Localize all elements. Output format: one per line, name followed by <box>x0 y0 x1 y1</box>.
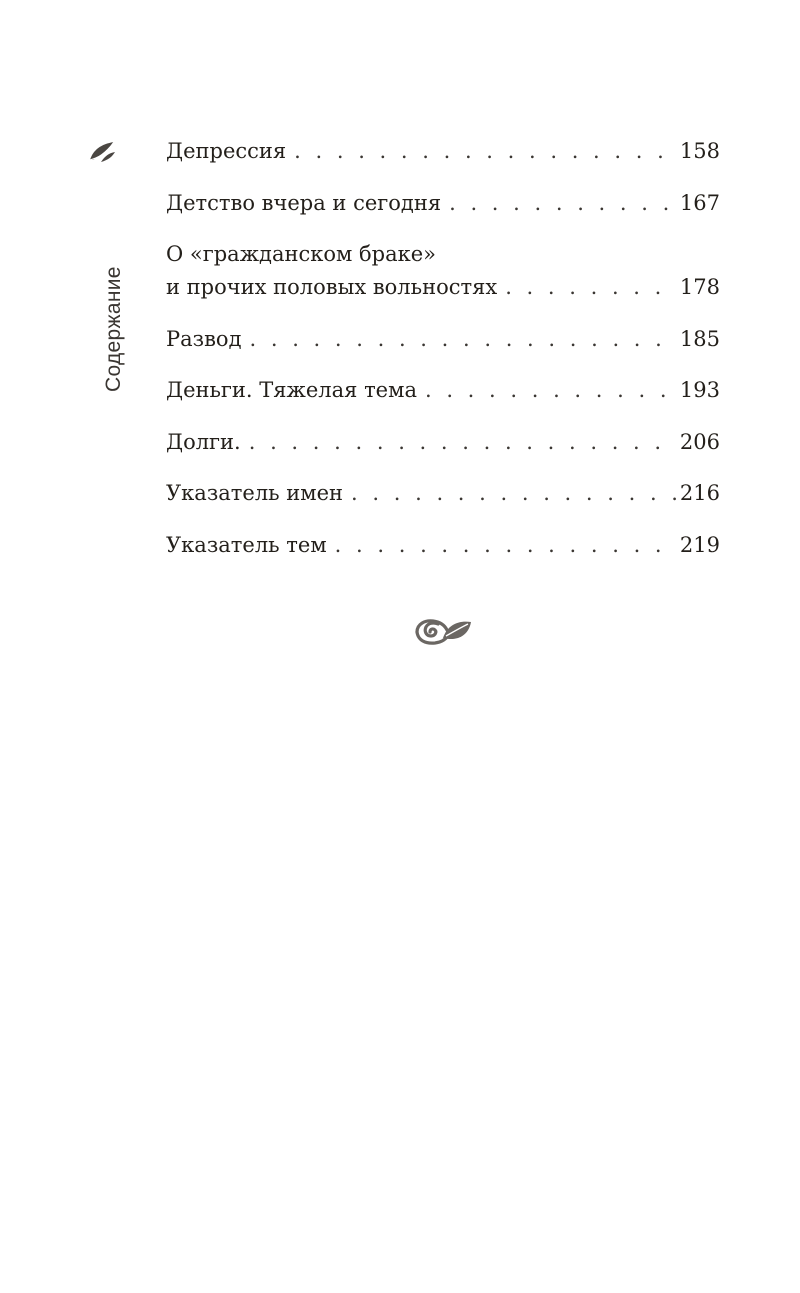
toc-entry[interactable] <box>166 373 720 407</box>
toc-entry-title: Долги. <box>166 429 241 454</box>
toc-entry-page: 158 <box>679 139 720 163</box>
dot-leader <box>425 373 676 407</box>
running-head <box>83 134 125 392</box>
toc-entry-title: Указатель имен <box>166 481 344 505</box>
toc-entry[interactable] <box>166 186 720 220</box>
toc-entry[interactable] <box>166 476 720 510</box>
running-title: Содержание <box>102 266 125 392</box>
leaf-ornament-icon <box>87 138 117 164</box>
toc-entry-title: Деньги. Тяжелая тема <box>166 378 417 402</box>
toc-entry-title: Указатель тем <box>166 532 327 557</box>
toc-entry[interactable] <box>166 322 720 356</box>
toc-entry[interactable] <box>166 425 720 459</box>
toc-entry[interactable] <box>166 528 720 562</box>
dot-leader <box>249 425 676 459</box>
dot-leader <box>250 322 676 356</box>
toc-entry-page: 216 <box>679 481 720 505</box>
toc-entry-page: 178 <box>679 275 720 299</box>
toc-entry-page: 185 <box>679 326 720 351</box>
toc-entry-page: 206 <box>679 429 720 454</box>
toc-entry-title: и прочих половых вольностях <box>166 275 498 299</box>
dot-leader <box>449 186 676 220</box>
spiral-leaf-ornament-icon <box>413 616 473 648</box>
toc-entry[interactable] <box>166 134 720 168</box>
toc-entry-title-line1: О «гражданском браке» <box>166 242 437 266</box>
table-of-contents <box>166 134 720 562</box>
toc-entry[interactable] <box>166 237 720 304</box>
toc-entry-title: Депрессия <box>166 139 287 163</box>
dot-leader <box>294 134 676 168</box>
toc-entry-title: Детство вчера и сегодня <box>166 190 442 215</box>
toc-entry-page: 219 <box>679 532 720 557</box>
dot-leader <box>351 476 676 510</box>
toc-entry-page: 167 <box>679 190 720 215</box>
toc-entry-title: Развод <box>166 326 242 351</box>
toc-entry-page: 193 <box>679 378 720 402</box>
dot-leader <box>505 270 676 304</box>
dot-leader <box>335 528 676 562</box>
